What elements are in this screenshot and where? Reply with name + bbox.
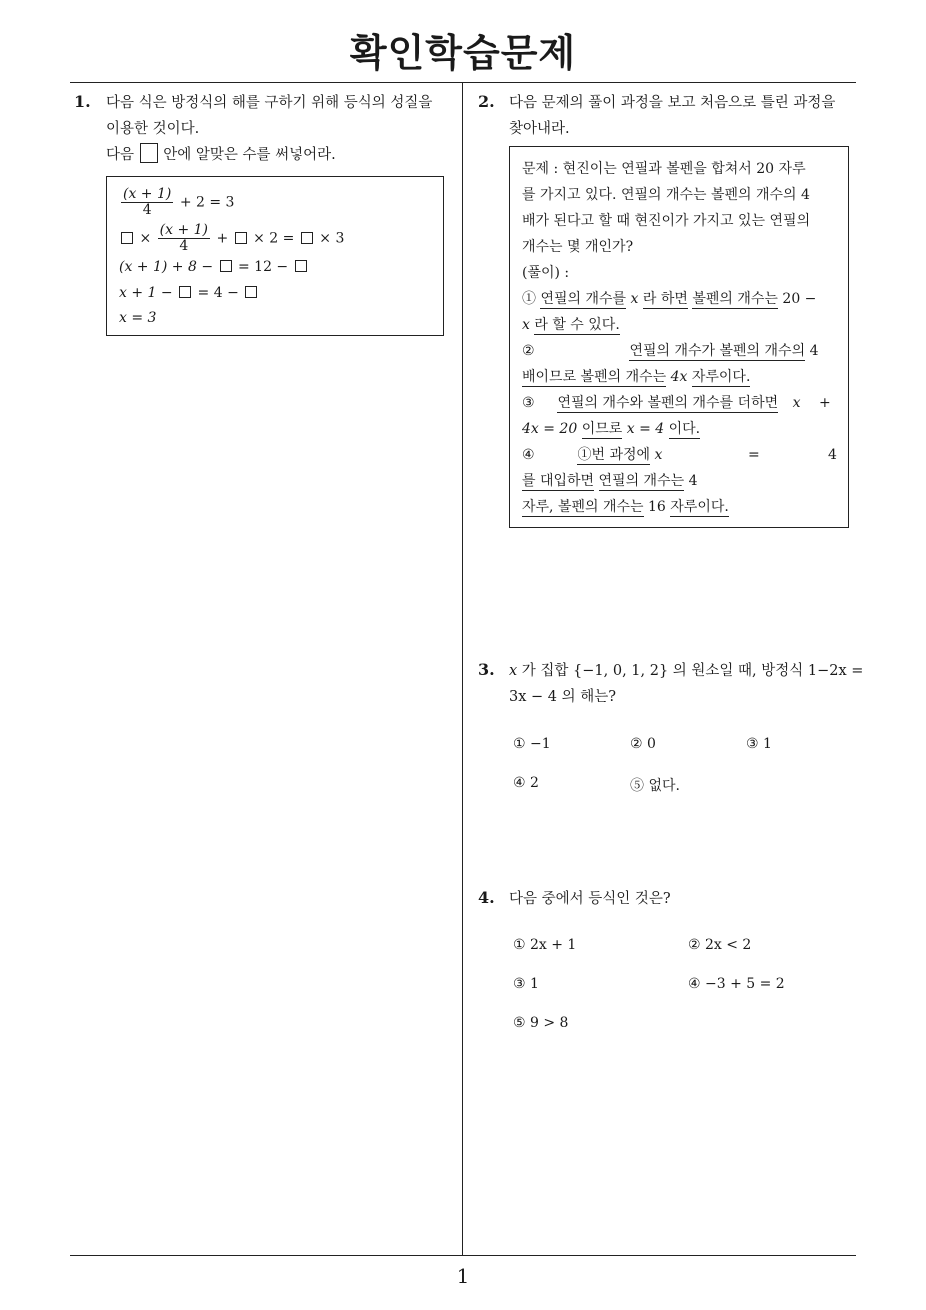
step-mark: ④ xyxy=(522,447,535,463)
question-line xyxy=(509,658,863,684)
equation-box xyxy=(106,176,444,336)
blank-box-icon xyxy=(140,143,158,163)
math-expr: 20 − xyxy=(782,291,817,307)
equation-part: + 2 = 3 xyxy=(179,194,235,211)
answer-option-5[interactable]: ⑤ 9 > 8 xyxy=(513,1015,569,1031)
fraction-numerator: (x + 1) xyxy=(123,186,172,202)
problem-line: 문제 : 현진이는 연필과 볼펜을 합쳐서 20 자루 xyxy=(522,161,806,177)
blank-square-icon xyxy=(179,286,191,298)
equation-line-2 xyxy=(119,223,344,254)
step-4-line-2 xyxy=(522,471,698,491)
math-expr: 4 xyxy=(809,343,819,359)
column-divider xyxy=(462,82,463,1256)
step-2-line-2 xyxy=(522,367,750,387)
problem-line: 배가 된다고 할 때 현진이가 가지고 있는 연필의 xyxy=(522,213,811,229)
footer-rule xyxy=(70,1255,856,1256)
question-line: 다음 문제의 풀이 과정을 보고 처음으로 틀린 과정을 xyxy=(509,95,836,111)
equation-line-4 xyxy=(119,285,259,301)
question-line-part: 안에 알맞은 수를 써넣어라. xyxy=(163,147,336,163)
underlined-phrase: 이므로 xyxy=(581,421,623,437)
underlined-phrase: 배이므로 볼펜의 개수는 xyxy=(522,369,667,385)
underlined-phrase: 연필의 개수는 xyxy=(598,473,685,489)
underlined-phrase: 자루, 볼펜의 개수는 xyxy=(522,499,644,515)
math-expr: 16 xyxy=(648,499,666,515)
underlined-phrase: 연필의 개수가 볼펜의 개수의 xyxy=(629,343,806,359)
math-var: x xyxy=(509,663,518,679)
math-expr: = xyxy=(748,447,760,463)
question-number: 4. xyxy=(478,888,495,907)
question-line-part: 다음 xyxy=(106,147,135,163)
fraction-denominator: 4 xyxy=(179,238,189,254)
question-number: 1. xyxy=(74,92,91,111)
page-number: 1 xyxy=(456,1264,470,1288)
equation-line-5: x = 3 xyxy=(119,310,157,326)
question-number: 3. xyxy=(478,660,495,679)
math-var: x xyxy=(630,291,639,307)
question-line: 찾아내라. xyxy=(509,121,570,137)
equation-part: × 3 xyxy=(319,230,345,247)
blank-square-icon xyxy=(220,260,232,272)
underlined-phrase: 볼펜의 개수는 xyxy=(692,291,778,307)
answer-option-2[interactable]: ② 2x < 2 xyxy=(688,937,752,953)
answer-option-1[interactable]: ① 2x + 1 xyxy=(513,937,577,953)
fraction-numerator: (x + 1) xyxy=(159,222,208,238)
question-line xyxy=(106,142,432,168)
equation-part: x + 1 − xyxy=(119,285,173,301)
answer-option-1[interactable]: ① −1 xyxy=(513,736,551,752)
equation-part: = 12 − xyxy=(237,259,289,275)
underlined-phrase: 자루이다. xyxy=(691,369,751,385)
blank-square-icon xyxy=(295,260,307,272)
underlined-phrase: 자루이다. xyxy=(670,499,729,515)
question-text xyxy=(106,90,432,168)
step-3-line-1 xyxy=(522,393,831,413)
equation-line-1 xyxy=(119,187,234,218)
question-line-part: 가 집합 {−1, 0, 1, 2} 의 원소일 때, 방정식 1−2x = xyxy=(521,663,864,679)
answer-option-4[interactable]: ④ −3 + 5 = 2 xyxy=(688,976,785,992)
step-mark: ② xyxy=(522,343,535,359)
math-expr: 4x xyxy=(670,369,688,385)
answer-option-3[interactable]: ③ 1 xyxy=(513,976,539,992)
underlined-phrase: ①번 과정에 xyxy=(577,447,651,463)
problem-line: 개수는 몇 개인가? xyxy=(522,239,634,255)
math-expr: x = 4 xyxy=(626,421,665,437)
math-expr: 4 xyxy=(828,447,837,463)
step-4-line-3 xyxy=(522,497,729,517)
step-4-line-1 xyxy=(522,445,836,465)
answer-option-2[interactable]: ② 0 xyxy=(630,736,656,752)
answer-option-4[interactable]: ④ 2 xyxy=(513,775,539,791)
solution-label: (풀이) : xyxy=(522,265,570,281)
underlined-phrase: 라 할 수 있다. xyxy=(534,317,620,333)
equation-part: + xyxy=(216,230,229,247)
question-line: 다음 중에서 등식인 것은? xyxy=(509,891,671,907)
step-1-line-2 xyxy=(522,315,620,335)
underlined-phrase: 를 대입하면 xyxy=(522,473,595,489)
question-text xyxy=(509,886,671,912)
step-2-line-1 xyxy=(522,341,818,361)
problem-line: 를 가지고 있다. 연필의 개수는 볼펜의 개수의 4 xyxy=(522,187,810,203)
equation-part: = 4 − xyxy=(197,285,239,301)
fraction xyxy=(158,223,210,254)
blank-square-icon xyxy=(301,232,313,244)
question-text xyxy=(509,658,863,710)
underlined-phrase: 이다. xyxy=(668,421,701,437)
math-expr: 4 xyxy=(688,473,698,489)
blank-square-icon xyxy=(121,232,133,244)
math-var: x xyxy=(522,317,530,333)
underlined-phrase: 연필의 개수를 xyxy=(540,291,627,307)
blank-square-icon xyxy=(235,232,247,244)
math-expr: 4x = 20 xyxy=(522,421,578,437)
math-expr: + xyxy=(818,395,831,411)
question-line: 이용한 것이다. xyxy=(106,121,200,137)
answer-option-5[interactable]: ⑤ 없다. xyxy=(630,778,680,794)
answer-option-3[interactable]: ③ 1 xyxy=(746,736,772,752)
equation-part: × 2 = xyxy=(253,230,295,247)
question-line: 다음 식은 방정식의 해를 구하기 위해 등식의 성질을 xyxy=(106,95,433,111)
page-title: 확인학습문제 xyxy=(349,31,577,75)
equation-line-3 xyxy=(119,259,309,275)
blank-square-icon xyxy=(245,286,257,298)
step-mark: ③ xyxy=(522,395,535,411)
underlined-phrase: 연필의 개수와 볼펜의 개수를 더하면 xyxy=(557,395,779,411)
math-var: x xyxy=(654,447,663,463)
step-mark: ① xyxy=(522,291,536,307)
fraction xyxy=(121,187,173,218)
question-text xyxy=(509,90,835,142)
question-number: 2. xyxy=(478,92,495,111)
math-var: x xyxy=(792,395,801,411)
fraction-denominator: 4 xyxy=(142,202,152,218)
step-1-line-1 xyxy=(522,289,816,309)
step-3-line-2 xyxy=(522,419,700,439)
underlined-phrase: 라 하면 xyxy=(642,291,688,307)
question-line: 3x − 4 의 해는? xyxy=(509,689,617,705)
problem-box xyxy=(509,146,849,528)
equation-part: × xyxy=(139,230,152,247)
equation-part: (x + 1) + 8 − xyxy=(119,259,214,275)
